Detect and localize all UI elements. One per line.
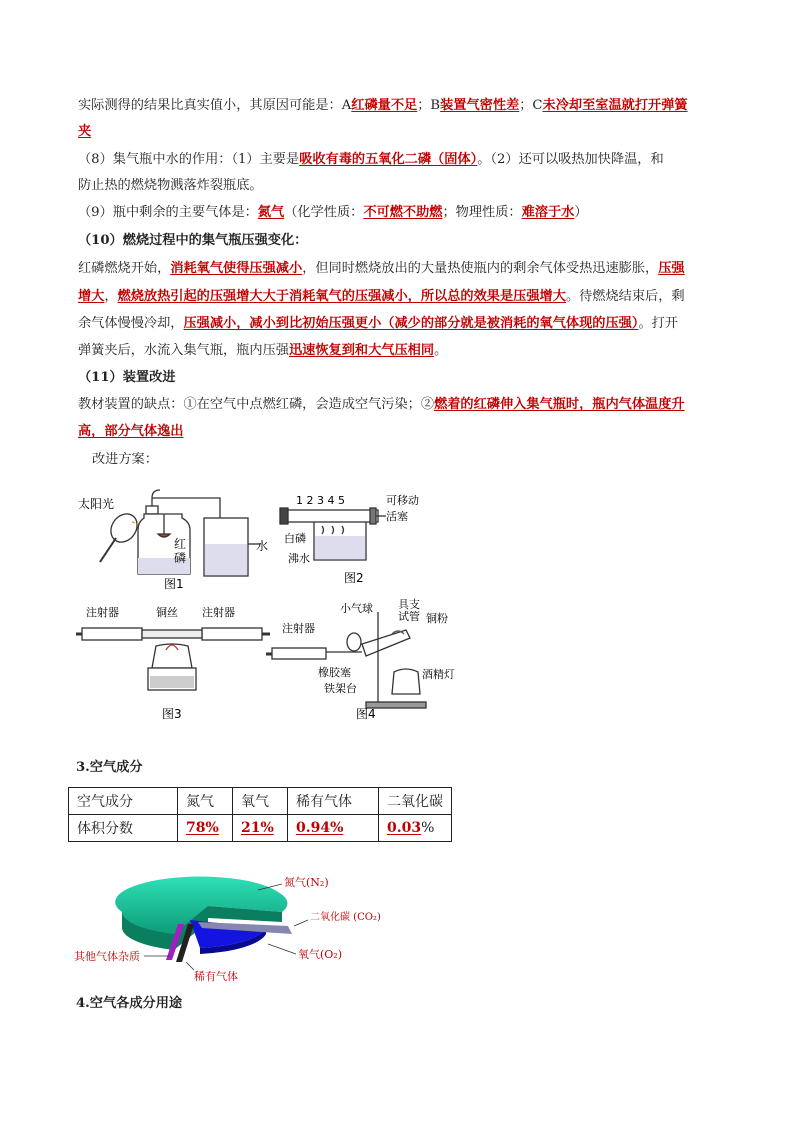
svg-text:磷: 磷 bbox=[174, 551, 187, 565]
figure-1-diagram bbox=[72, 478, 274, 592]
table-row bbox=[69, 815, 452, 842]
svg-text:小气球: 小气球 bbox=[340, 602, 373, 615]
item-10-line-2: 增大，燃烧放热引起的压强增大大于消耗氧气的压强减小，所以总的效果是压强增大。待燃烧结束后，剩 bbox=[78, 289, 685, 304]
svg-text:酒精灯: 酒精灯 bbox=[422, 668, 455, 681]
svg-text:可移动: 可移动 bbox=[386, 494, 419, 507]
svg-text:铜粉: 铜粉 bbox=[426, 612, 448, 625]
improvement-plan-label: 改进方案： bbox=[92, 452, 158, 467]
air-composition-pie bbox=[70, 862, 381, 990]
item-11-title: （11）装置改进 bbox=[78, 370, 176, 385]
table-cell: 氧气 bbox=[233, 788, 288, 815]
svg-text:铜丝: 铜丝 bbox=[156, 606, 178, 619]
svg-text:白磷: 白磷 bbox=[284, 532, 306, 545]
svg-text:红: 红 bbox=[174, 537, 187, 551]
table-cell: 体积分数 bbox=[69, 815, 178, 842]
answer-c: 未冷却至室温就打开弹簧 bbox=[542, 98, 688, 113]
answer-a: 红磷量不足 bbox=[351, 98, 418, 113]
svg-text:水: 水 bbox=[256, 539, 269, 553]
item-9: （9）瓶中剩余的主要气体是：氮气（化学性质：不可燃不助燃；物理性质：难溶于水） bbox=[78, 205, 588, 220]
svg-text:具支: 具支 bbox=[398, 598, 420, 611]
table-cell: 0.03% bbox=[379, 815, 452, 842]
sun-label: 太阳光 bbox=[78, 497, 115, 511]
item-8-line-1: （8）集气瓶中水的作用：（1）主要是吸收有毒的五氧化二磷（固体）。（2）还可以吸热加快降温，和 bbox=[78, 152, 664, 167]
item-10-line-4: 弹簧夹后，水流入集气瓶，瓶内压强迅速恢复到和大气压相同。 bbox=[78, 343, 448, 358]
svg-text:橡胶塞: 橡胶塞 bbox=[318, 666, 351, 679]
svg-text:铁架台: 铁架台 bbox=[324, 682, 357, 695]
svg-text:注射器: 注射器 bbox=[282, 622, 315, 635]
item-10-title: （10）燃烧过程中的集气瓶压强变化： bbox=[78, 233, 308, 248]
air-composition-table bbox=[68, 787, 452, 842]
figure-4-caption: 图4 bbox=[356, 707, 376, 721]
item-10-line-3: 余气体慢慢冷却，压强减小，减小到比初始压强更小（减少的部分就是被消耗的氧气体现的压强）。打开 bbox=[78, 316, 679, 331]
item-11-line-2: 高，部分气体逸出 bbox=[78, 424, 184, 439]
table-cell: 78% bbox=[178, 815, 233, 842]
co2-label: 二氧化碳 (CO₂) bbox=[310, 912, 381, 923]
result-line-1: 实际测得的结果比真实值小，其原因可能是：A红磷量不足；B装置气密性差；C未冷却至室温就打开弹簧 bbox=[78, 98, 688, 113]
figure-2-diagram bbox=[274, 490, 446, 590]
answer-phys: 难溶于水 bbox=[521, 205, 575, 220]
figure-1-caption: 图1 bbox=[164, 577, 184, 591]
svg-text:注射器: 注射器 bbox=[86, 606, 119, 619]
svg-text:注射器: 注射器 bbox=[202, 606, 235, 619]
svg-text:活塞: 活塞 bbox=[386, 510, 408, 523]
table-cell: 氮气 bbox=[178, 788, 233, 815]
result-line-2: 夹 bbox=[78, 124, 92, 139]
answer-water-role: 吸收有毒的五氧化二磷（固体） bbox=[299, 152, 478, 167]
answer-b: 装置气密性差 bbox=[440, 98, 520, 113]
svg-text:试管: 试管 bbox=[398, 610, 420, 623]
answer-gas: 氮气 bbox=[257, 205, 285, 220]
figure-2-caption: 图2 bbox=[344, 571, 364, 585]
table-cell: 0.94% bbox=[288, 815, 379, 842]
svg-text:沸水: 沸水 bbox=[288, 552, 310, 565]
oxygen-label: 氧气(O₂) bbox=[298, 948, 343, 961]
section-4-title: 4.空气各成分用途 bbox=[76, 996, 183, 1011]
svg-text:1 2 3 4 5: 1 2 3 4 5 bbox=[296, 494, 345, 507]
nitrogen-label: 氮气(N₂) bbox=[284, 876, 329, 889]
table-cell: 21% bbox=[233, 815, 288, 842]
figure-3-diagram bbox=[76, 598, 270, 724]
figure-3-caption: 图3 bbox=[162, 707, 182, 721]
answer-chem: 不可燃不助燃 bbox=[363, 205, 443, 220]
other-gas-label: 其他气体杂质 bbox=[74, 950, 140, 963]
table-cell: 稀有气体 bbox=[288, 788, 379, 815]
item-10-line-1: 红磷燃烧开始，消耗氧气使得压强减小，但同时燃烧放出的大量热使瓶内的剩余气体受热迅速膨胀，压强 bbox=[78, 261, 685, 276]
item-11-line-1: 教材装置的缺点：①在空气中点燃红磷，会造成空气污染；②燃着的红磷伸入集气瓶时，瓶内气体温度升 bbox=[78, 397, 685, 412]
table-cell: 二氧化碳 bbox=[379, 788, 452, 815]
table-header-row bbox=[69, 788, 452, 815]
table-cell: 空气成分 bbox=[69, 788, 178, 815]
item-8-line-2: 防止热的燃烧物溅落炸裂瓶底。 bbox=[78, 178, 263, 193]
section-3-title: 3.空气成分 bbox=[76, 760, 143, 775]
figure-4-diagram bbox=[266, 598, 462, 724]
rare-gas-label: 稀有气体 bbox=[194, 970, 238, 983]
